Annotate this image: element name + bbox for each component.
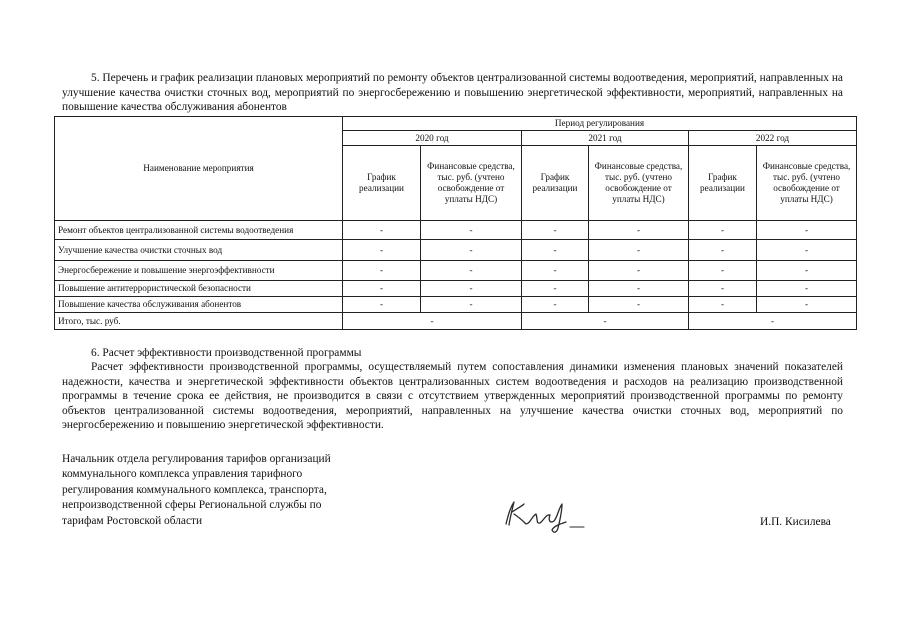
- cell-value: -: [689, 297, 757, 313]
- cell-value: -: [689, 240, 757, 261]
- section-5-heading: [62, 71, 843, 115]
- cell-value: -: [757, 297, 857, 313]
- cell-value: -: [589, 297, 689, 313]
- total-label: Итого, тыс. руб.: [55, 313, 343, 330]
- cell-value: -: [343, 261, 421, 281]
- section-6-text: Расчет эффективности производственной программы, осуществляемый путем сопоставления динамики изменения плановых значений показателей надежности, качества и энергетической эффективности объектов централизованных систем водоотведения и расходов на реализацию производственной программы в течение срока ее действия, не производится в связи с отсутствием утвержденных мероприятий производственной программы по ремонту объектов централизованной системы водоотведения, мероприятий, направленных на улучшение качества очистки сточных вод, мероприятий по энергосбережению и повышению энергетической эффективности.: [62, 361, 843, 432]
- cell-value: -: [589, 281, 689, 297]
- cell-value: -: [757, 221, 857, 240]
- cell-value: -: [522, 240, 589, 261]
- position-line: тарифам Ростовской области: [62, 514, 203, 527]
- header-year-2021: 2021 год: [522, 131, 689, 146]
- total-value-2021: -: [522, 313, 689, 330]
- signer-name: И.П. Кисилева: [760, 516, 831, 528]
- header-period: Период регулирования: [343, 117, 857, 131]
- row-name: Улучшение качества очистки сточных вод: [55, 240, 343, 261]
- cell-value: -: [589, 240, 689, 261]
- total-value-2022: -: [689, 313, 857, 330]
- row-name: Повышение антитеррористической безопасности: [55, 281, 343, 297]
- section-6-title: 6. Расчет эффективности производственной программы: [91, 347, 362, 359]
- cell-value: -: [522, 281, 589, 297]
- cell-value: -: [343, 221, 421, 240]
- header-year-2022: 2022 год: [689, 131, 857, 146]
- cell-value: -: [757, 240, 857, 261]
- cell-value: -: [522, 297, 589, 313]
- cell-value: -: [689, 281, 757, 297]
- signatory-position: [62, 452, 392, 529]
- cell-value: -: [689, 221, 757, 240]
- cell-value: -: [421, 281, 522, 297]
- row-name: Повышение качества обслуживания абонентов: [55, 297, 343, 313]
- cell-value: -: [343, 240, 421, 261]
- header-finance: Финансовые средства, тыс. руб. (учтено освобождение от уплаты НДС): [421, 146, 522, 221]
- header-schedule: График реализации: [343, 146, 421, 221]
- position-line: непроизводственной сферы Региональной службы по: [62, 499, 322, 512]
- cell-value: -: [689, 261, 757, 281]
- plan-table: [54, 116, 857, 330]
- total-value-2020: -: [343, 313, 522, 330]
- cell-value: -: [421, 261, 522, 281]
- position-line: Начальник отдела регулирования тарифов организаций: [62, 453, 331, 465]
- cell-value: -: [421, 297, 522, 313]
- cell-value: -: [522, 221, 589, 240]
- row-name: Ремонт объектов централизованной системы водоотведения: [55, 221, 343, 240]
- cell-value: -: [757, 281, 857, 297]
- table-row: [55, 221, 857, 240]
- cell-value: -: [343, 297, 421, 313]
- position-line: коммунального комплекса управления тарифного: [62, 468, 303, 481]
- header-schedule: График реализации: [689, 146, 757, 221]
- table-total-row: [55, 313, 857, 330]
- position-line: регулирования коммунального комплекса, транспорта,: [62, 483, 327, 496]
- cell-value: -: [421, 240, 522, 261]
- row-name: Энергосбережение и повышение энергоэффективности: [55, 261, 343, 281]
- table-row: [55, 281, 857, 297]
- header-finance: Финансовые средства, тыс. руб. (учтено освобождение от уплаты НДС): [589, 146, 689, 221]
- cell-value: -: [343, 281, 421, 297]
- cell-value: -: [589, 221, 689, 240]
- section-5-text: 5. Перечень и график реализации плановых мероприятий по ремонту объектов централизованной системы водоотведения, мероприятий, направленных на улучшение качества очистки сточных вод, мероприятий по энергосбережению и повышению энергетической эффективности, мероприятий, направленных на повышение качества обслуживания абонентов: [62, 72, 843, 114]
- section-6-body: [62, 360, 843, 433]
- header-finance: Финансовые средства, тыс. руб. (учтено освобождение от уплаты НДС): [757, 146, 857, 221]
- handwritten-signature: [500, 494, 590, 536]
- table-row: [55, 261, 857, 281]
- header-activity-name: Наименование мероприятия: [55, 117, 343, 221]
- cell-value: -: [589, 261, 689, 281]
- cell-value: -: [522, 261, 589, 281]
- cell-value: -: [757, 261, 857, 281]
- table-row: [55, 297, 857, 313]
- table-row: [55, 240, 857, 261]
- header-year-2020: 2020 год: [343, 131, 522, 146]
- header-schedule: График реализации: [522, 146, 589, 221]
- cell-value: -: [421, 221, 522, 240]
